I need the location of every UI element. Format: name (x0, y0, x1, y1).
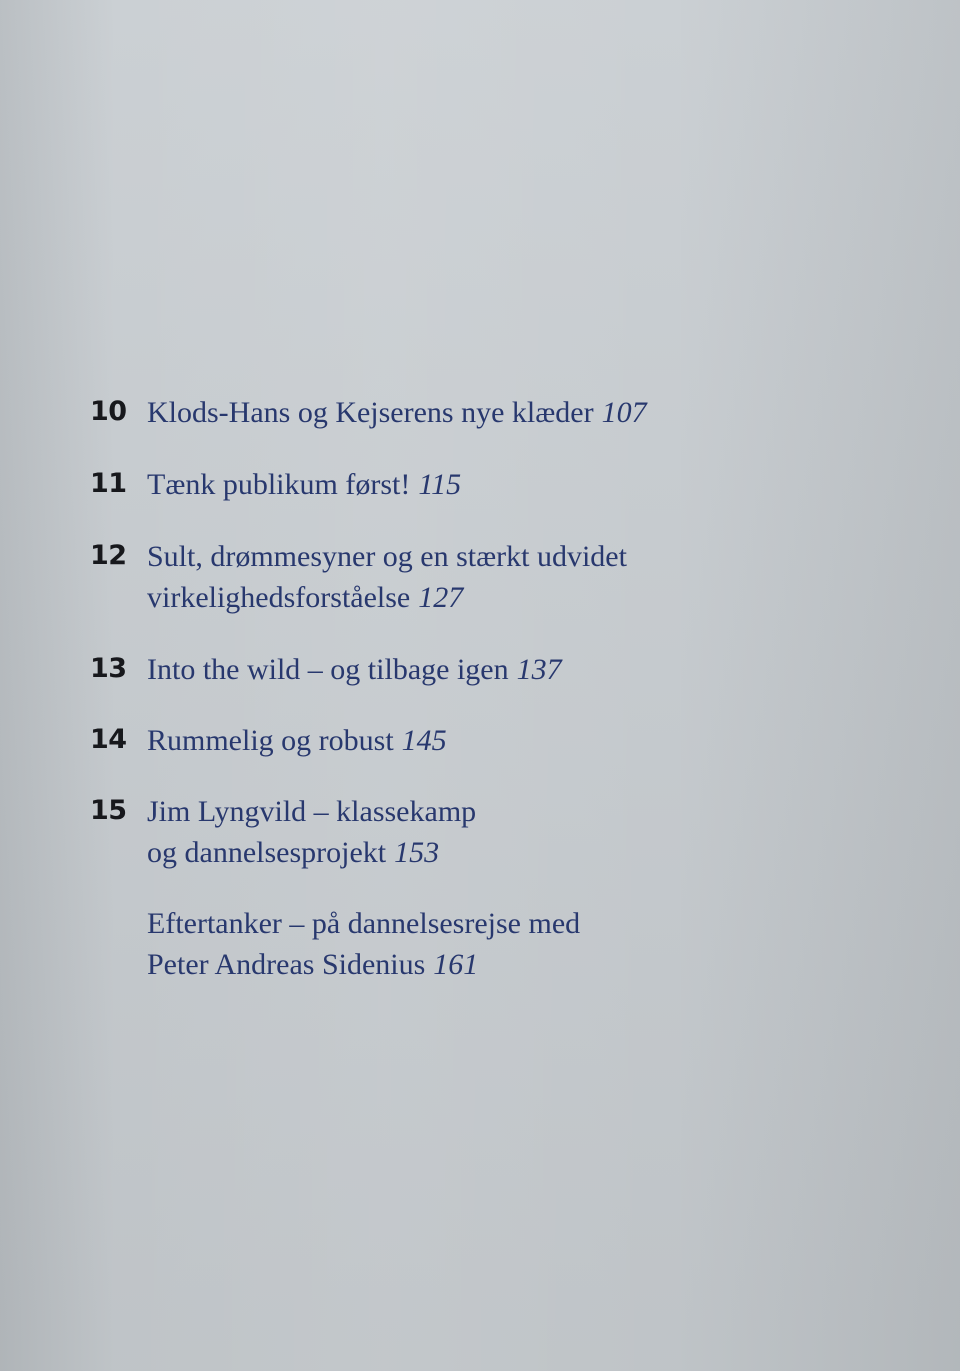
chapter-title-line-2: virkelighedsforståelse (147, 581, 411, 614)
chapter-number: 11 (90, 468, 127, 499)
chapter-title (147, 536, 767, 618)
afterword-title (147, 903, 767, 985)
page-number: 161 (433, 948, 479, 981)
chapter-title-text: Klods-Hans og Kejserens nye klæder (147, 396, 594, 429)
chapter-title (147, 392, 767, 433)
chapter-title-text: Tænk publikum først! (147, 468, 411, 501)
chapter-title-text: Rummelig og robust (147, 724, 394, 757)
chapter-title-line-2: og dannelsesprojekt (147, 836, 387, 869)
afterword-title-line-1: Eftertanker – på dannelsesrejse med (147, 907, 581, 940)
chapter-title-line-1: Sult, drømmesyner og en stærkt udvidet (147, 540, 627, 573)
page-number: 145 (401, 724, 447, 757)
chapter-title (147, 464, 767, 505)
chapter-number: 13 (90, 653, 127, 684)
afterword-title-line-2: Peter Andreas Sidenius (147, 948, 426, 981)
chapter-title (147, 649, 767, 690)
chapter-title-line-1: Jim Lyngvild – klassekamp (147, 795, 477, 828)
page-number: 107 (601, 396, 647, 429)
page-number: 115 (418, 468, 462, 501)
chapter-number: 15 (90, 795, 127, 826)
chapter-number: 12 (90, 540, 127, 571)
chapter-title (147, 720, 767, 761)
chapter-title (147, 791, 767, 873)
chapter-number: 14 (90, 724, 127, 755)
chapter-title-text: Into the wild – og tilbage igen (147, 653, 509, 686)
page-number: 153 (394, 836, 440, 869)
chapter-number: 10 (90, 396, 127, 427)
page-number: 137 (516, 653, 562, 686)
page-number: 127 (418, 581, 464, 614)
